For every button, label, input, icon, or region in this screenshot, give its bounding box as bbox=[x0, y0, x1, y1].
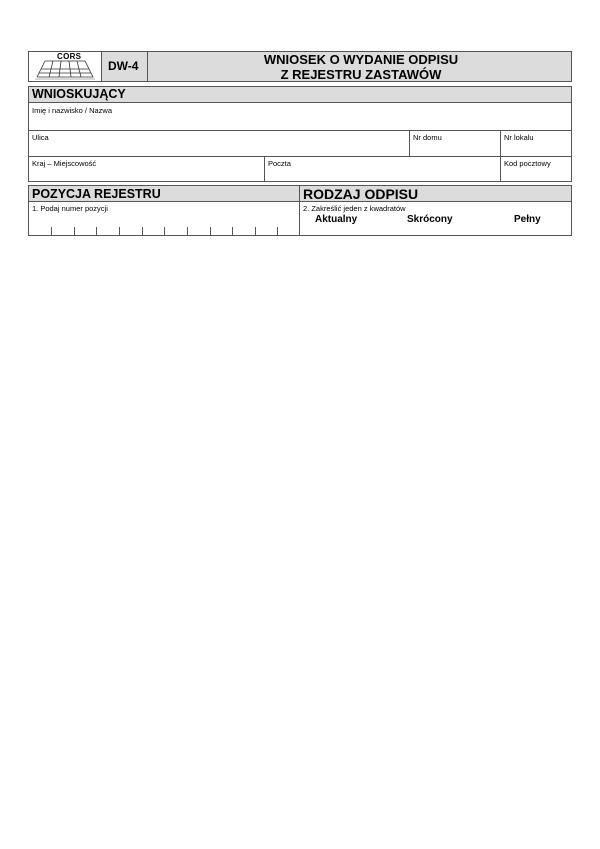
street-field[interactable] bbox=[29, 131, 410, 157]
option-abridged[interactable]: Skrócony bbox=[407, 214, 453, 225]
logo-text: CORS bbox=[57, 52, 82, 61]
digit-tick bbox=[96, 227, 97, 235]
applicant-section-title: WNIOSKUJĄCY bbox=[29, 87, 571, 103]
post-office-label: Poczta bbox=[268, 159, 291, 168]
digit-ticks bbox=[29, 225, 300, 235]
digit-tick bbox=[255, 227, 256, 235]
digit-tick bbox=[119, 227, 120, 235]
option-current[interactable]: Aktualny bbox=[315, 214, 358, 225]
registry-section-title: POZYCJA REJESTRU bbox=[29, 186, 300, 202]
digit-tick bbox=[51, 227, 52, 235]
postal-code-label: Kod pocztowy bbox=[504, 159, 551, 168]
form-code: DW-4 bbox=[102, 51, 148, 82]
postal-code-field[interactable] bbox=[501, 157, 571, 181]
flat-no-field[interactable] bbox=[501, 131, 571, 157]
copy-type-instruction: 2. Zakreślić jeden z kwadratów bbox=[303, 204, 406, 213]
house-no-label: Nr domu bbox=[413, 133, 442, 142]
digit-tick bbox=[164, 227, 165, 235]
digit-tick bbox=[187, 227, 188, 235]
digit-tick bbox=[74, 227, 75, 235]
name-label: Imię i nazwisko / Nazwa bbox=[32, 106, 113, 115]
logo-box bbox=[28, 51, 102, 82]
street-label: Ulica bbox=[32, 133, 49, 142]
post-office-field[interactable] bbox=[265, 157, 501, 181]
form-title-line2: Z REJESTRU ZASTAWÓW bbox=[280, 67, 442, 82]
form-title bbox=[150, 52, 572, 82]
digit-tick bbox=[277, 227, 278, 235]
name-field[interactable] bbox=[29, 104, 571, 131]
option-full[interactable]: Pełny bbox=[514, 214, 541, 225]
digit-tick bbox=[142, 227, 143, 235]
digit-tick bbox=[210, 227, 211, 235]
form-title-line1: WNIOSEK O WYDANIE ODPISU bbox=[263, 52, 459, 67]
digit-tick bbox=[232, 227, 233, 235]
registry-position-field[interactable] bbox=[29, 202, 300, 235]
registry-position-label: 1. Podaj numer pozycji bbox=[32, 204, 108, 213]
house-no-field[interactable] bbox=[410, 131, 501, 157]
copy-type-section-title: RODZAJ ODPISU bbox=[300, 186, 571, 202]
flat-no-label: Nr lokalu bbox=[504, 133, 534, 142]
country-city-field[interactable] bbox=[29, 157, 265, 181]
country-city-label: Kraj – Miejscowość bbox=[32, 159, 97, 168]
